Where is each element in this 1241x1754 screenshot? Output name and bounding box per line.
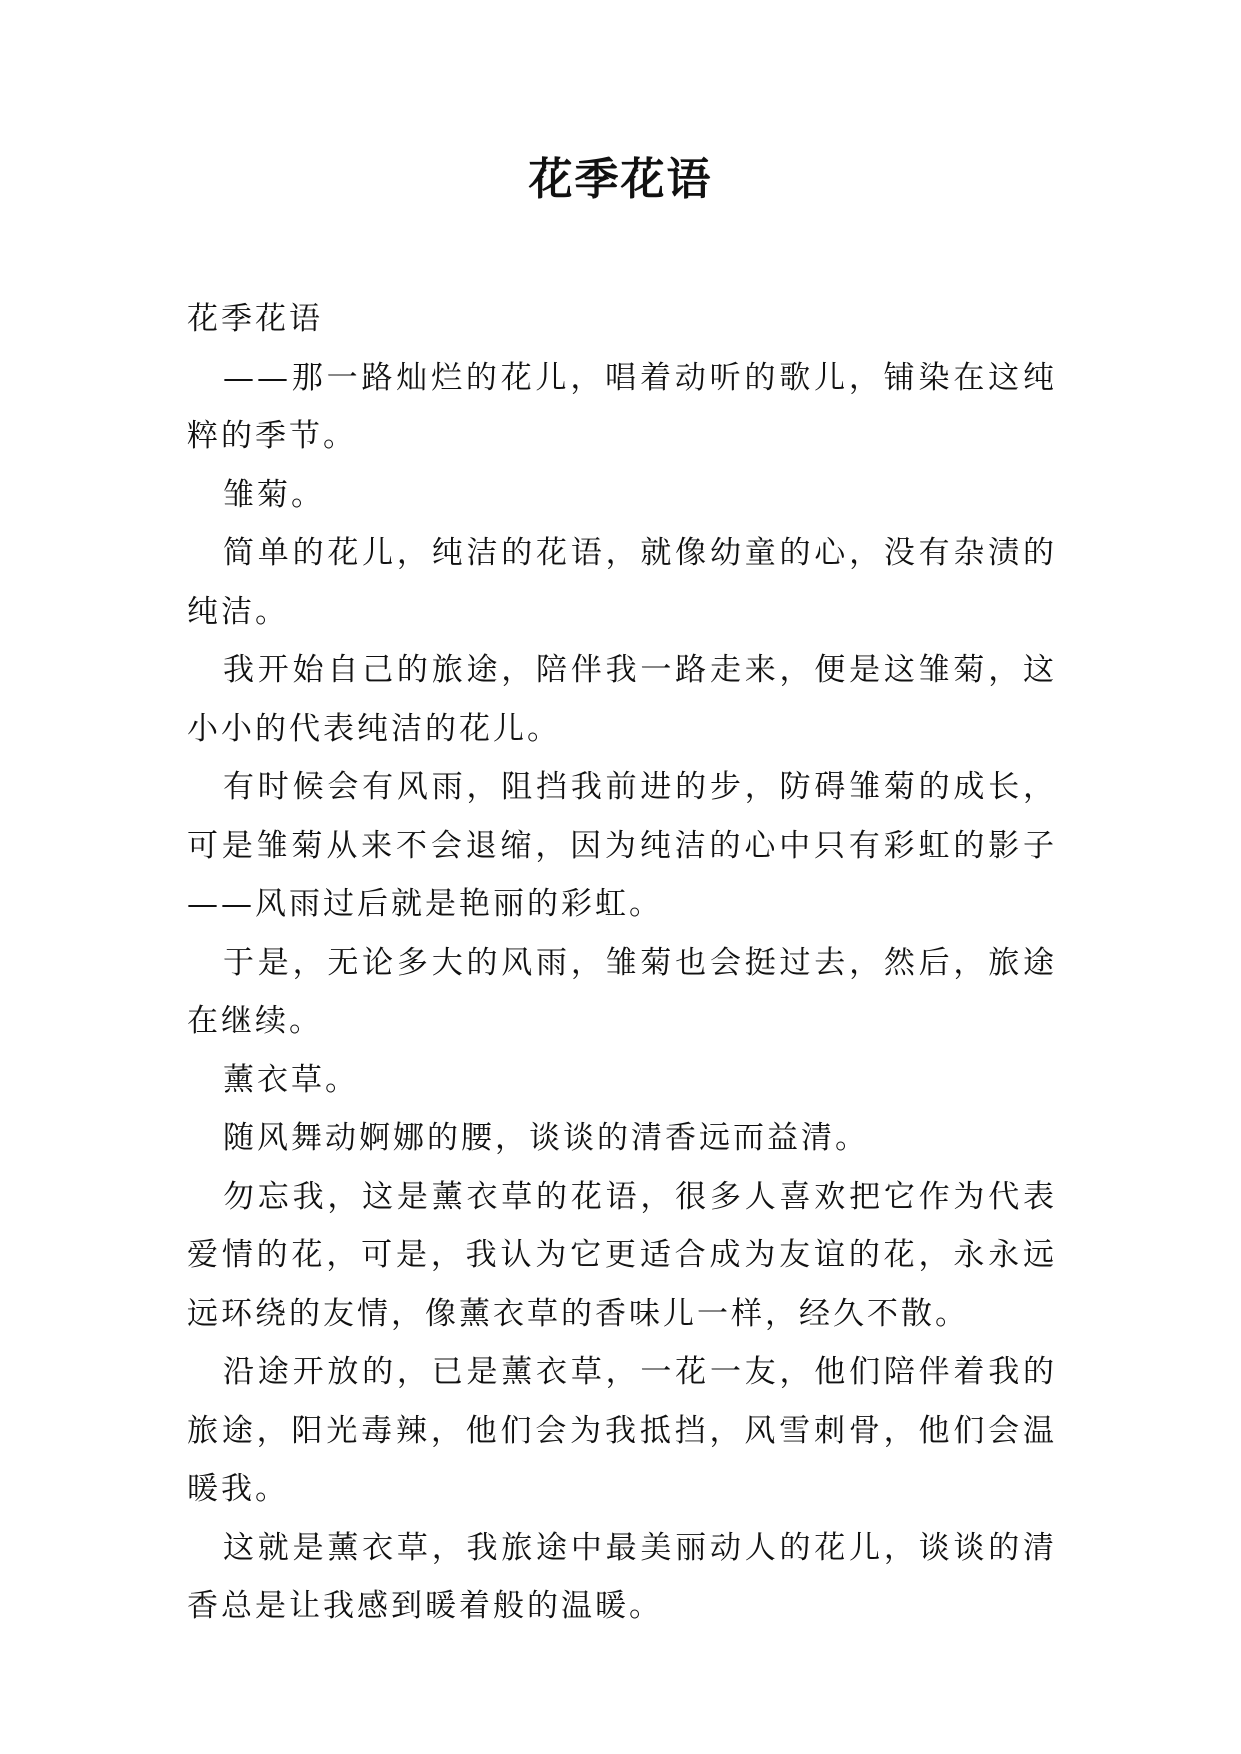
paragraph: 沿途开放的，已是薰衣草，一花一友，他们陪伴着我的旅途，阳光毒辣，他们会为我抵挡，风雪刺骨，他们会温暖我。 (187, 1354, 1057, 1507)
document-body (187, 290, 1057, 1636)
paragraph-heading: 花季花语 (187, 301, 323, 337)
paragraph: 勿忘我，这是薰衣草的花语，很多人喜欢把它作为代表爱情的花，可是，我认为它更适合成为友谊的花，永永远远环绕的友情，像薰衣草的香味儿一样，经久不散。 (187, 1178, 1057, 1332)
paragraph: 薰衣草。 (223, 1061, 359, 1098)
paragraph: 雏菊。 (223, 476, 325, 513)
paragraph: 有时候会有风雨，阻挡我前进的步，防碍雏菊的成长，可是雏菊从来不会退缩，因为纯洁的心中只有彩虹的影子——风雨过后就是艳丽的彩虹。 (187, 769, 1057, 922)
paragraph: 随风舞动婀娜的腰，谈谈的清香远而益清。 (223, 1120, 869, 1156)
document-title: 花季花语 (528, 154, 713, 205)
paragraph: 这就是薰衣草，我旅途中最美丽动人的花儿，谈谈的清香总是让我感到暖着般的温暖。 (187, 1529, 1057, 1624)
paragraph: ——那一路灿烂的花儿，唱着动听的歌儿，铺染在这纯粹的季节。 (187, 359, 1057, 454)
paragraph: 简单的花儿，纯洁的花语，就像幼童的心，没有杂渍的纯洁。 (187, 535, 1057, 630)
paragraph: 我开始自己的旅途，陪伴我一路走来，便是这雏菊，这小小的代表纯洁的花儿。 (187, 652, 1057, 747)
paragraph: 于是，无论多大的风雨，雏菊也会挺过去，然后，旅途在继续。 (187, 944, 1057, 1039)
